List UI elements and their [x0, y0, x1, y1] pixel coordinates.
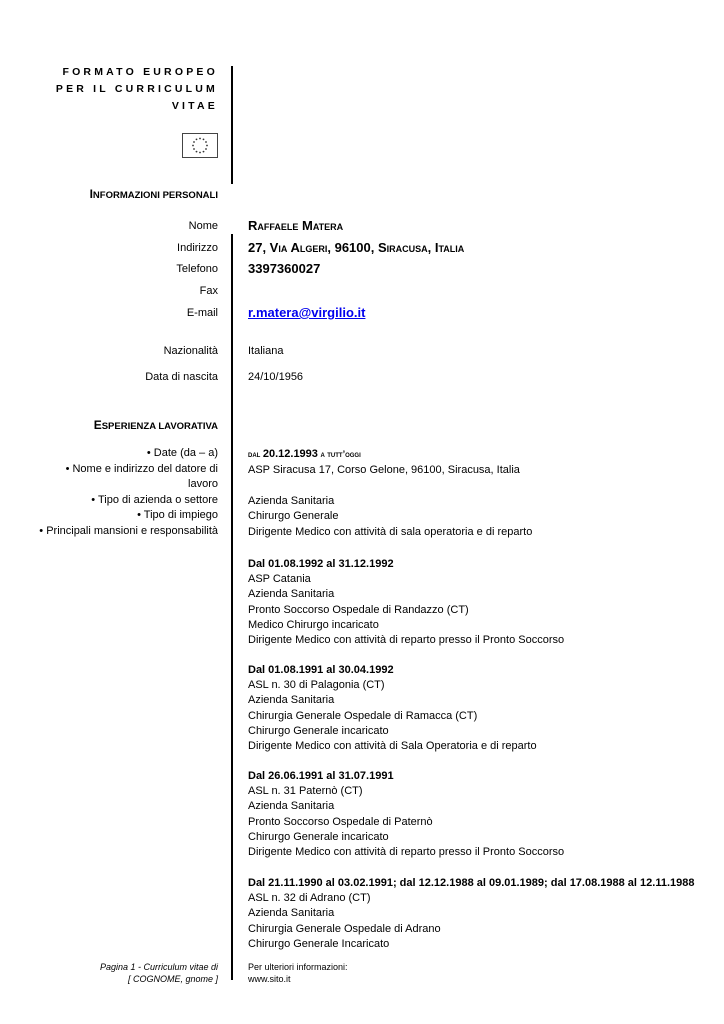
- job-date: [248, 447, 708, 463]
- nationality-label: Nazionalità: [163, 345, 218, 357]
- job-line: Chirurgo Generale Incaricato: [248, 937, 390, 950]
- title-line-1: FORMATO EUROPEO: [62, 66, 218, 78]
- dates-label: • Date (da – a): [146, 447, 218, 459]
- eu-flag-icon: [182, 133, 218, 158]
- nationality-value: Italiana: [248, 345, 284, 357]
- address-value: 27, Via Algeri, 96100, Siracusa, Italia: [248, 240, 465, 255]
- job-sector: Azienda Sanitaria: [248, 494, 335, 507]
- job-line: Dirigente Medico con attività di Sala Operatoria e di reparto: [248, 740, 537, 753]
- job-date-prefix: dal: [248, 449, 261, 459]
- job-date: Dal 26.06.1991 al 31.07.1991: [248, 770, 394, 782]
- spacer: [248, 478, 708, 494]
- job-date-suffix: a tutt’oggi: [320, 449, 361, 459]
- birthdate-value: 24/10/1956: [248, 371, 304, 383]
- job-date: Dal 01.08.1992 al 31.12.1992: [248, 558, 394, 570]
- job-line: Pronto Soccorso Ospedale di Randazzo (CT): [248, 603, 469, 616]
- page-footer-right: [248, 961, 348, 985]
- job-line: Pronto Soccorso Ospedale di Paternò: [248, 815, 433, 828]
- job-line: Chirurgia Generale Ospedale di Ramacca (CT): [248, 709, 478, 722]
- section-title-personal: INFORMAZIONI PERSONALI: [89, 187, 218, 201]
- sector-label: • Tipo di azienda o settore: [91, 493, 218, 506]
- job-line: Azienda Sanitaria: [248, 907, 335, 920]
- job-line: Dirigente Medico con attività di reparto presso il Pronto Soccorso: [248, 634, 565, 647]
- job-line: ASP Catania: [248, 573, 311, 586]
- job-entry: [248, 557, 708, 648]
- job-entry: [248, 663, 708, 754]
- job-line: Azienda Sanitaria: [248, 800, 335, 813]
- job-entry: [248, 876, 708, 952]
- job-line: Chirurgo Generale incaricato: [248, 724, 389, 737]
- fax-label: Fax: [199, 285, 218, 297]
- email-label: E-mail: [186, 307, 218, 319]
- job-duties: Dirigente Medico con attività di sala operatoria e di reparto: [248, 525, 533, 538]
- phone-label: Telefono: [176, 263, 218, 275]
- employer-label: • Nome e indirizzo del datore di lavoro: [65, 462, 218, 490]
- job-line: Chirurgo Generale incaricato: [248, 830, 389, 843]
- job-line: Azienda Sanitaria: [248, 588, 335, 601]
- address-label: Indirizzo: [177, 242, 218, 254]
- experience-labels: [33, 446, 218, 539]
- job-type: Chirurgo Generale: [248, 510, 339, 522]
- job-date-main: 20.12.1993: [262, 448, 318, 460]
- job-line: ASL n. 31 Paternò (CT): [248, 785, 363, 798]
- birthdate-label: Data di nascita: [145, 371, 218, 383]
- page-footer-left: [60, 961, 218, 985]
- job-line: Medico Chirurgo incaricato: [248, 618, 379, 631]
- email-link[interactable]: r.matera@virgilio.it: [248, 305, 366, 320]
- footer-name-placeholder: [ COGNOME, gnome ]: [127, 974, 218, 984]
- job-line: Azienda Sanitaria: [248, 694, 335, 707]
- name-label: Nome: [188, 220, 218, 232]
- section-title-experience: ESPERIENZA LAVORATIVA: [93, 418, 218, 432]
- header-divider: [231, 66, 233, 184]
- job-employer: ASP Siracusa 17, Corso Gelone, 96100, Siracusa, Italia: [248, 463, 520, 476]
- name-value: Raffaele Matera: [248, 218, 344, 233]
- document-title: [30, 64, 218, 115]
- job-line: Dirigente Medico con attività di reparto presso il Pronto Soccorso: [248, 846, 565, 859]
- footer-more-info: Per ulteriori informazioni:: [248, 962, 348, 972]
- title-line-2: PER IL CURRICULUM: [55, 83, 218, 95]
- job-entry: [248, 769, 708, 860]
- footer-website-link[interactable]: www.sito.it: [248, 974, 291, 984]
- job-line: Chirurgia Generale Ospedale di Adrano: [248, 922, 441, 935]
- job-date: Dal 21.11.1990 al 03.02.1991; dal 12.12.1988 al 09.01.1989; dal 17.08.1988 al 12.11.1988: [248, 877, 695, 889]
- phone-value: 3397360027: [248, 261, 321, 276]
- title-line-3: VITAE: [171, 100, 218, 112]
- job-entry: [248, 447, 708, 540]
- job-date: Dal 01.08.1991 al 30.04.1992: [248, 664, 394, 676]
- job-type-label: • Tipo di impiego: [137, 509, 218, 521]
- job-line: ASL n. 32 di Adrano (CT): [248, 892, 371, 905]
- footer-page-info: Pagina 1 - Curriculum vitae di: [99, 962, 218, 972]
- column-divider: [231, 234, 233, 980]
- job-line: ASL n. 30 di Palagonia (CT): [248, 679, 385, 692]
- duties-label: • Principali mansioni e responsabilità: [39, 524, 218, 537]
